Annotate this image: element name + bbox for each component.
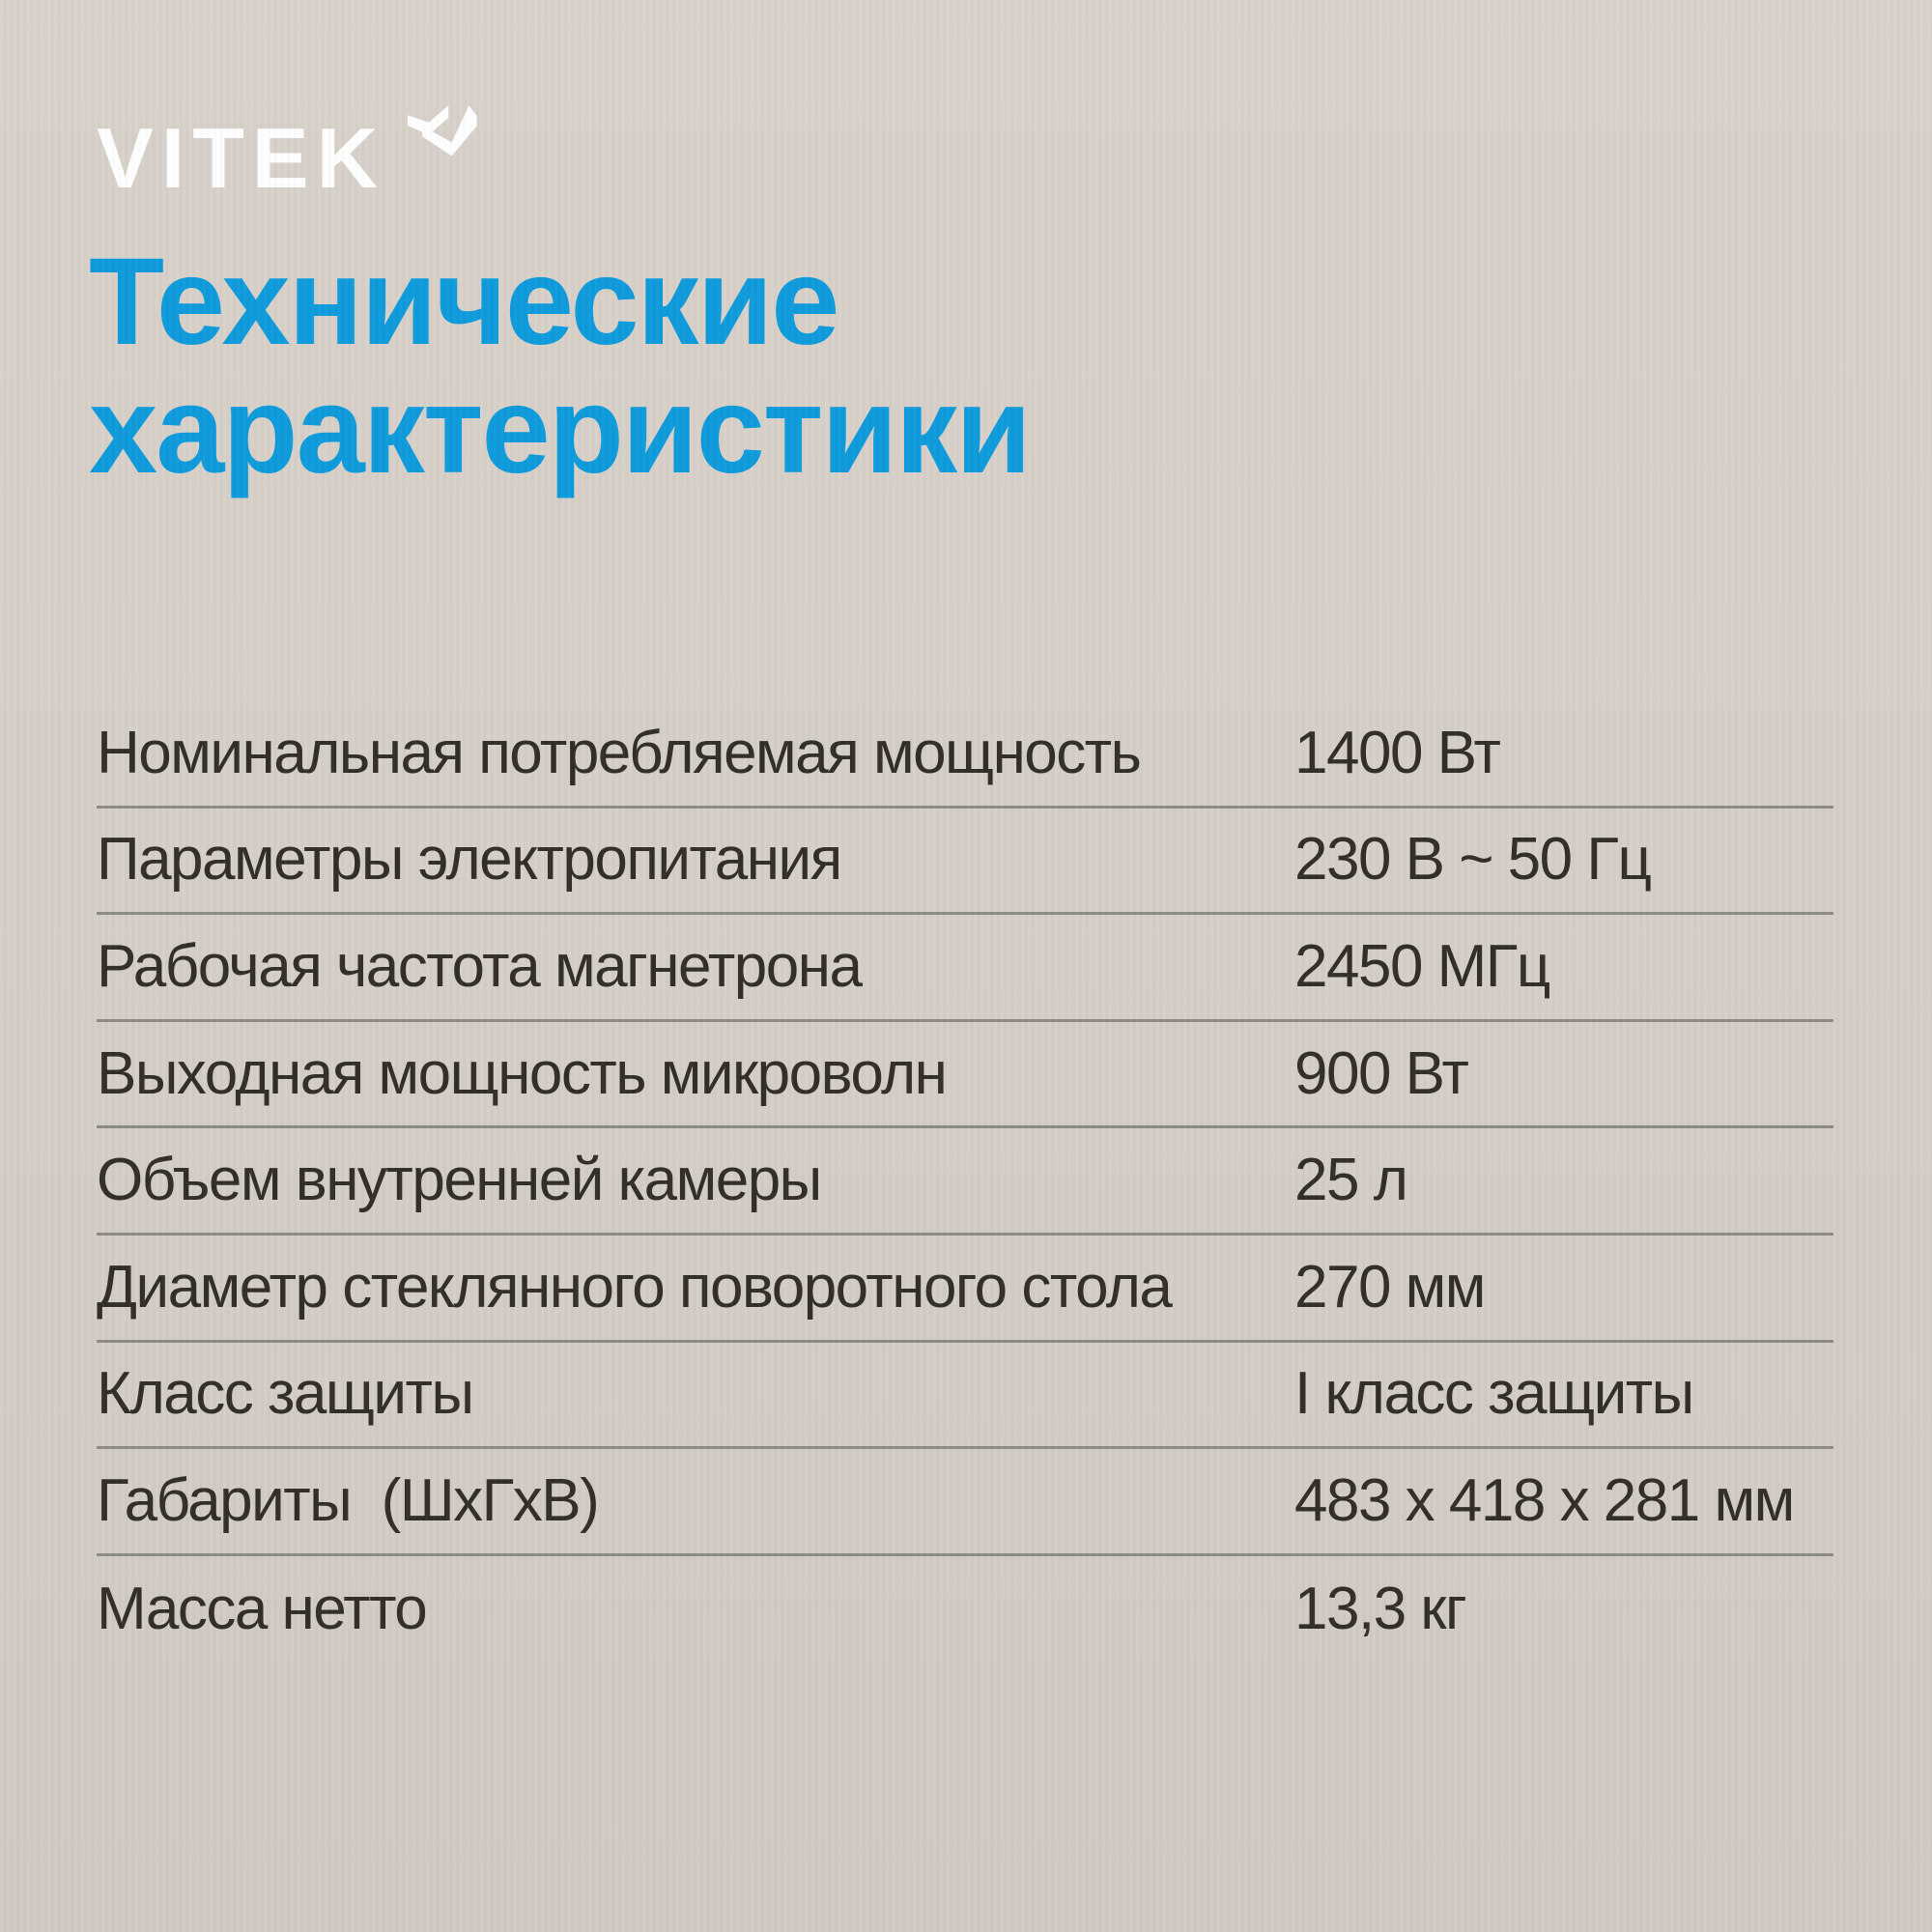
table-row: [97, 1022, 1833, 1129]
spec-value: I класс защиты: [1294, 1360, 1693, 1428]
table-row: [97, 1236, 1833, 1343]
spec-label: Класс защиты: [97, 1362, 473, 1427]
spec-label: Номинальная потребляемая мощность: [97, 721, 1141, 785]
page-title-line2: характеристики: [89, 361, 1030, 499]
spec-label: Рабочая частота магнетрона: [97, 934, 862, 999]
spec-value: 270 мм: [1294, 1253, 1485, 1321]
vitek-logo: [97, 110, 386, 206]
spec-label: Параметры электропитания: [97, 828, 841, 893]
table-row: [97, 1449, 1833, 1556]
vitek-wordmark: VITEK: [97, 110, 386, 206]
spec-label: Масса нетто: [97, 1577, 427, 1642]
table-row: [97, 809, 1833, 916]
spec-value: 2450 МГц: [1294, 932, 1549, 1000]
page-title: [89, 233, 1030, 499]
spec-label: Габариты (ШхГхВ): [97, 1468, 599, 1533]
spec-value: 13,3 кг: [1294, 1576, 1466, 1643]
spec-label: Выходная мощность микроволн: [97, 1041, 947, 1106]
table-row: [97, 1556, 1833, 1663]
table-row: [97, 915, 1833, 1022]
table-row: [97, 1128, 1833, 1236]
spec-value: 230 В ~ 50 Гц: [1294, 826, 1651, 894]
spec-value: 25 л: [1294, 1147, 1407, 1214]
spec-label: Диаметр стеклянного поворотного стола: [97, 1255, 1172, 1320]
spec-value: 1400 Вт: [1294, 719, 1500, 786]
table-row: [97, 701, 1833, 809]
spec-value: 900 Вт: [1294, 1039, 1468, 1107]
page-title-line1: Технические: [89, 233, 838, 371]
spec-label: Объем внутренней камеры: [97, 1149, 821, 1213]
vitek-double-check-icon: [408, 105, 481, 158]
spec-table: [97, 701, 1833, 1662]
spec-value: 483 x 418 x 281 мм: [1294, 1466, 1794, 1534]
table-row: [97, 1343, 1833, 1450]
